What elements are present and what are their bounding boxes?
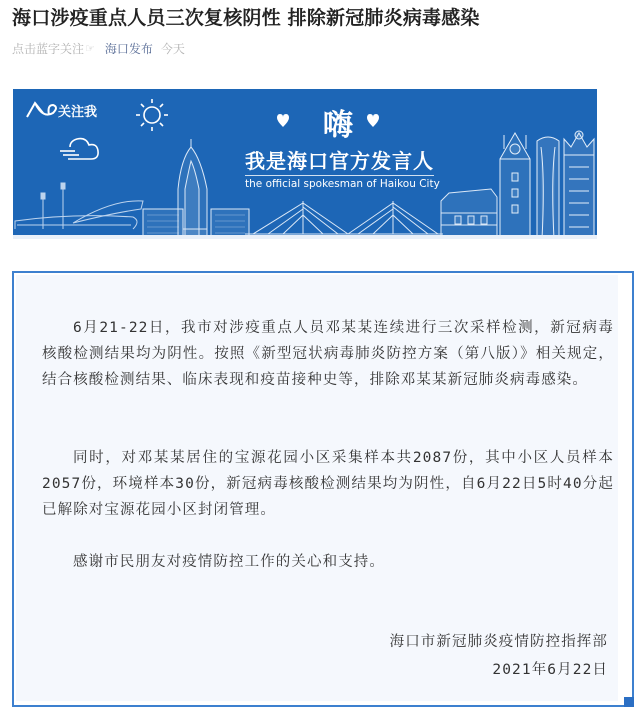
sun-icon (136, 99, 168, 131)
arrow-swirl-icon (27, 103, 56, 117)
article-paragraph: 6月21-22日，我市对涉疫重点人员邓某某连续进行三次采样检测，新冠病毒核酸检测结果均为阴性。按照《新型冠状病毒肺炎防控方案（第八版）》相关规定，结合核酸检测结果、临床表现和疫苗接种史等，排除邓某某新冠肺炎病毒感染。 (42, 320, 614, 388)
slogan-english: the official spokesman of Haikou City (245, 178, 440, 190)
signature-date: 2021年6月22日 (492, 662, 608, 678)
signature-organization: 海口市新冠肺炎疫情防控指挥部 (389, 634, 608, 650)
follow-me-label: 关注我 (58, 105, 98, 120)
greeting-text: 嗨 (323, 108, 353, 143)
hand-pointer-icon: ☞ (85, 42, 95, 55)
slogan-chinese: 我是海口官方发言人 (245, 148, 434, 176)
article-meta (12, 40, 185, 58)
article-title: 海口涉疫重点人员三次复核阴性 排除新冠肺炎病毒感染 (12, 7, 480, 29)
article-content-box (12, 271, 634, 707)
corner-decoration (624, 697, 634, 707)
follow-prompt-link[interactable]: 点击蓝字关注 (12, 42, 85, 56)
article-paragraph: 同时，对邓某某居住的宝源花园小区采集样本共2087份，其中小区人员样本2057份，环境样本30份，新冠病毒核酸检测结果均为阴性，自6月22日5时40分起已解除对宝源花园小区封闭管理。 (42, 450, 614, 518)
header-banner-image (13, 89, 597, 239)
heart-icon (277, 114, 289, 127)
cloud-wind-icon (60, 139, 98, 159)
article-paragraph: 感谢市民朋友对疫情防控工作的关心和支持。 (73, 554, 385, 570)
heart-icon (367, 114, 379, 127)
publish-time: 今天 (160, 42, 185, 56)
account-name-link[interactable]: 海口发布 (104, 42, 153, 56)
